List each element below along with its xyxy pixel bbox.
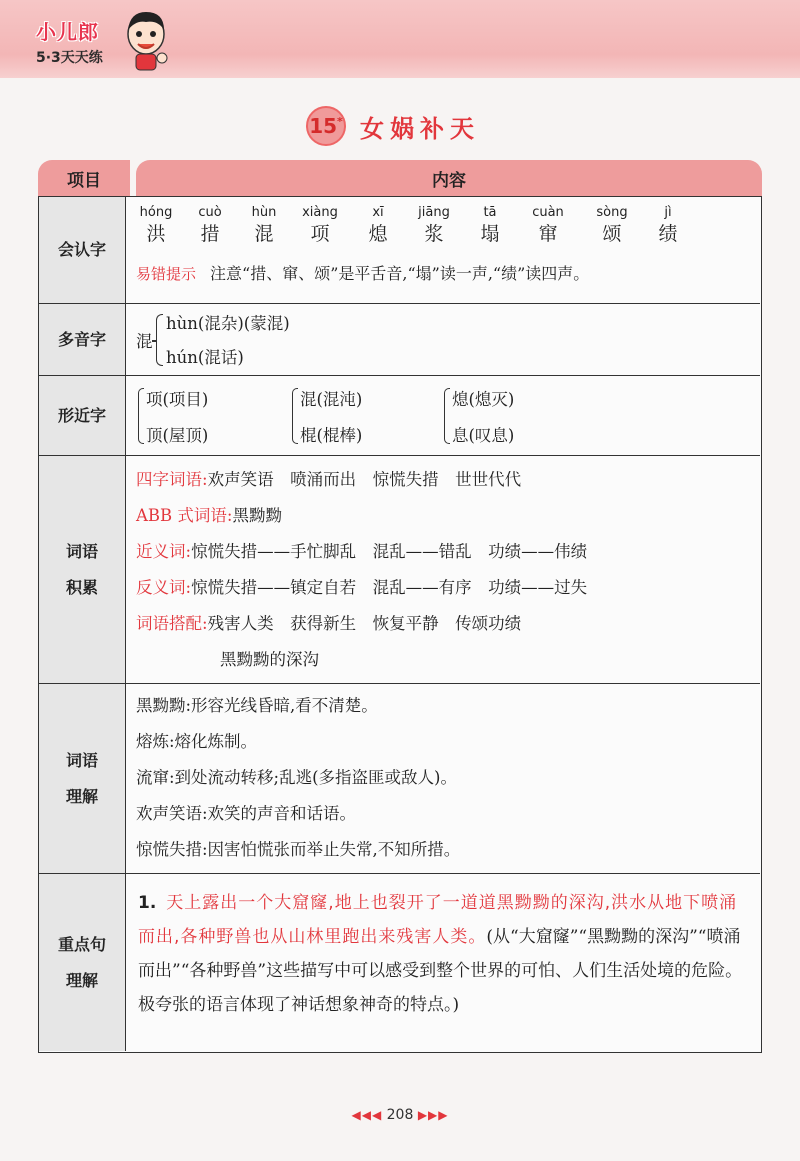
similar-a: 熄(熄灭) — [452, 390, 515, 409]
four-char-words — [136, 466, 521, 490]
definition-item: 熔炼:熔化炼制。 — [136, 732, 258, 751]
reading-1: hùn(混杂)(蒙混) — [166, 314, 290, 333]
category-text: 惊慌失措——手忙脚乱 混乱——错乱 功绩——伟绩 — [191, 542, 588, 561]
label-line-1: 词语 — [65, 541, 98, 561]
char-item — [180, 205, 240, 247]
similar-b: 棍(棍棒) — [300, 426, 363, 445]
row-content — [125, 304, 760, 375]
category-text: 残害人类 获得新生 恢复平静 传颂功绩 — [207, 614, 522, 633]
hanzi: 措 — [200, 223, 220, 245]
pinyin: jiāng — [418, 205, 450, 220]
row-polyphone — [39, 304, 760, 376]
row-content — [125, 197, 760, 303]
brand-name: 小儿郎 — [36, 20, 99, 44]
definition-item: 黑黝黝:形容光线昏暗,看不清楚。 — [136, 696, 378, 715]
category-label: 近义词: — [136, 542, 192, 561]
definition-item: 惊慌失措:因害怕慌张而举止失常,不知所措。 — [136, 840, 461, 859]
row-label: 多音字 — [39, 304, 125, 375]
sentence-quote: 天上露出一个大窟窿,地上也裂开了一道道黑黝黝的深沟,洪水从地下喷涌而出,各种野兽也从山林里跑出来残害人类。 — [138, 893, 738, 947]
hanzi: 洪 — [146, 223, 166, 245]
collocations-cont: 黑黝黝的深沟 — [220, 650, 319, 669]
similar-a: 项(项目) — [146, 390, 209, 409]
key-sentence-text — [138, 886, 746, 1022]
category-label: 词语搭配: — [136, 614, 208, 633]
char-item — [638, 205, 698, 247]
definition-item: 流窜:到处流动转移;乱逃(多指盗匪或敌人)。 — [136, 768, 457, 787]
sentence-analysis: (从“大窟窿”“黑黝黝的深沟”“喷涌而出”“各种野兽”这些描写中可以感受到整个世界的可怕、人们生活处境的危险。极夸张的语言体现了神话想象神奇的特点。) — [138, 927, 743, 1015]
category-label: 反义词: — [136, 578, 192, 597]
row-content — [125, 456, 760, 683]
pinyin: jì — [664, 205, 672, 220]
hanzi: 塌 — [480, 223, 500, 245]
category-text: 惊慌失措——镇定自若 混乱——有序 功绩——过失 — [191, 578, 588, 597]
table-body — [38, 196, 762, 1053]
hanzi: 浆 — [424, 223, 444, 245]
category-text: 黑黝黝 — [232, 506, 282, 525]
pinyin: hóng — [139, 205, 173, 220]
left-arrows-icon: ◀◀◀ — [351, 1108, 383, 1122]
abb-words — [136, 502, 282, 526]
row-key-sentence — [39, 874, 760, 1051]
lesson-number-badge — [306, 106, 346, 146]
row-label — [39, 684, 125, 873]
right-arrows-icon: ▶▶▶ — [417, 1108, 449, 1122]
header-item: 项目 — [38, 160, 130, 196]
hanzi: 熄 — [368, 223, 388, 245]
category-label: 四字词语: — [136, 470, 208, 489]
category-text: 欢声笑语 喷涌而出 惊慌失措 世世代代 — [207, 470, 522, 489]
pinyin: xī — [372, 205, 384, 220]
study-table — [38, 160, 762, 1053]
table-header — [38, 160, 762, 196]
label-line-1: 词语 — [65, 750, 98, 770]
tip-text: 注意“措、窜、颂”是平舌音,“塌”读一声,“绩”读四声。 — [210, 264, 590, 283]
label-line-2: 理解 — [65, 970, 98, 990]
label-line-2: 积累 — [65, 577, 98, 597]
lesson-star: * — [337, 114, 343, 128]
lesson-number: 15 — [309, 114, 338, 138]
pinyin: cuò — [198, 205, 222, 220]
brace-icon — [292, 388, 298, 444]
pinyin: tā — [483, 205, 497, 220]
char-item — [290, 205, 350, 247]
pinyin: xiàng — [302, 205, 338, 220]
error-tip — [136, 261, 589, 284]
pinyin: cuàn — [532, 205, 564, 220]
hanzi: 混 — [254, 223, 274, 245]
row-content — [125, 376, 760, 455]
label-line-1: 重点句 — [57, 934, 106, 954]
char-item — [126, 205, 186, 247]
row-content — [125, 874, 760, 1051]
char-item — [404, 205, 464, 247]
lesson-title: 女娲补天 — [360, 114, 480, 143]
collocations — [136, 610, 521, 634]
row-vocab — [39, 456, 760, 684]
hanzi: 绩 — [658, 223, 678, 245]
hanzi: 颂 — [602, 223, 622, 245]
sentence-number: 1. — [138, 893, 157, 913]
row-understand — [39, 684, 760, 874]
synonyms — [136, 538, 587, 562]
pinyin: hùn — [251, 205, 277, 220]
char-item — [582, 205, 642, 247]
similar-b: 息(叹息) — [452, 426, 515, 445]
mascot-icon — [120, 8, 172, 72]
char-item — [460, 205, 520, 247]
char-item — [518, 205, 578, 247]
row-label — [39, 874, 125, 1051]
pinyin: sòng — [596, 205, 628, 220]
antonyms — [136, 574, 587, 598]
brace-icon — [156, 314, 163, 366]
reading-2: hún(混话) — [166, 348, 244, 367]
page-number: 208 — [386, 1107, 414, 1123]
similar-a: 混(混沌) — [300, 390, 363, 409]
char-item — [348, 205, 408, 247]
series-name: 5·3天天练 — [36, 50, 103, 66]
header-content: 内容 — [136, 160, 762, 196]
tip-label: 易错提示 — [136, 265, 197, 283]
row-content — [125, 684, 760, 873]
row-label: 形近字 — [39, 376, 125, 455]
char-list — [136, 197, 760, 253]
row-similar — [39, 376, 760, 456]
brace-icon — [444, 388, 450, 444]
row-label: 会认字 — [39, 197, 125, 303]
char-item — [234, 205, 294, 247]
hanzi: 项 — [310, 223, 330, 245]
brace-icon — [138, 388, 144, 444]
similar-b: 顶(屋顶) — [146, 426, 209, 445]
category-label: ABB 式词语: — [136, 506, 233, 525]
page-footer — [0, 1107, 800, 1123]
definition-item: 欢声笑语:欢笑的声音和话语。 — [136, 804, 357, 823]
row-recognize — [39, 197, 760, 304]
polyphone-char: 混 — [136, 332, 153, 351]
hanzi: 窜 — [538, 223, 558, 245]
publisher-logo — [36, 16, 103, 67]
lesson-title-bar — [306, 106, 480, 146]
label-line-2: 理解 — [65, 786, 98, 806]
row-label — [39, 456, 125, 683]
